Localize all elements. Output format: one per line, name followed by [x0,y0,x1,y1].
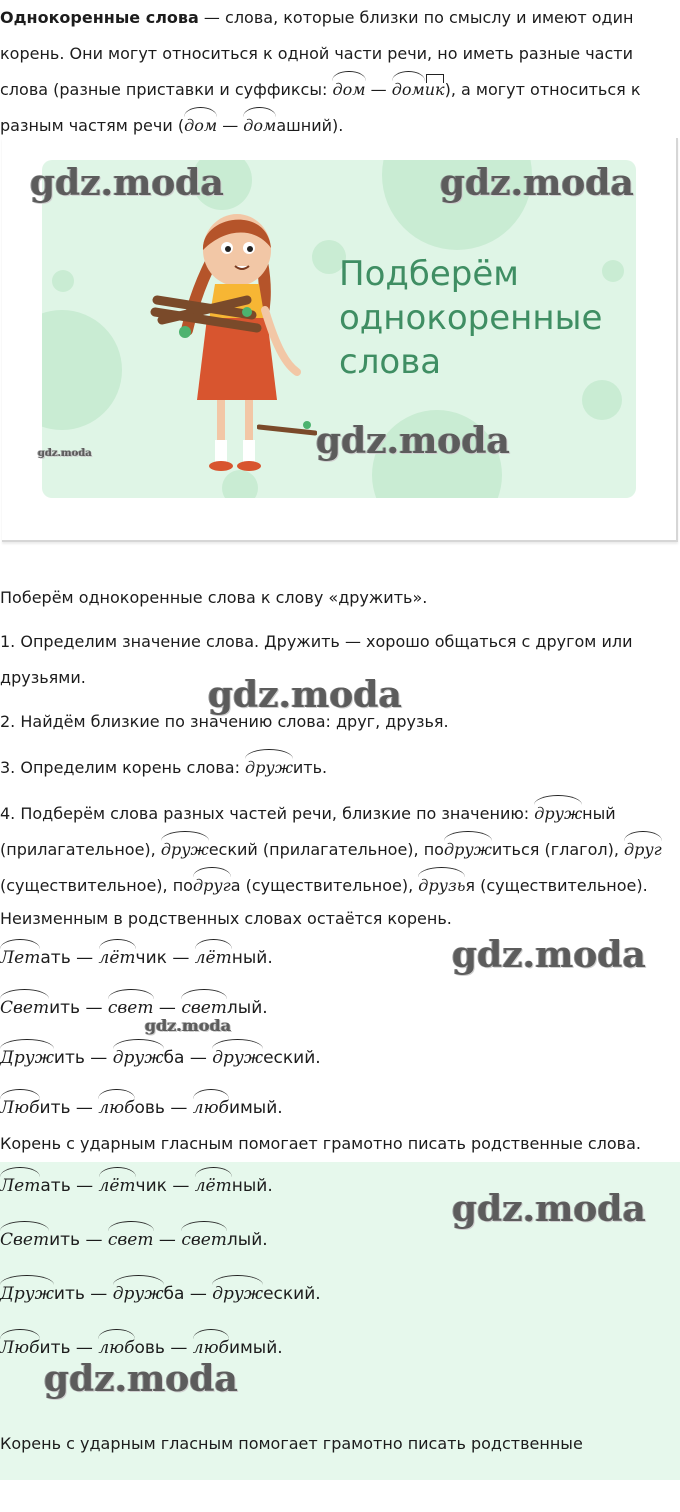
girl-illustration [137,200,337,498]
word-root: друж [534,796,582,832]
word-root: свет [181,990,227,1026]
decor-circle [582,380,622,420]
word-root: люб [98,1090,134,1126]
decor-circle [52,270,74,292]
word-root: лёт [99,940,136,976]
word-root: Свет [0,990,49,1026]
word-root: друж [161,832,209,868]
word-root: друзь [418,868,465,904]
word-root: лёт [99,1168,136,1204]
word-root: люб [193,1090,229,1126]
word-root: люб [193,1330,229,1366]
banner-title: Подберём однокоренные слова [339,254,603,382]
step-4: 4. Подберём слова разных частей речи, близкие по значению: дружный (прилагательное), дружеский (прилагательное), подружиться (глагол), друг (существительное), подруга (существительное), друзья (существительное). [0,796,672,904]
watermark: gdz.moda [452,1188,646,1230]
word-root: Лет [0,940,40,976]
word-root: свет [181,1222,227,1258]
conclusion: Неизменным в родственных словах остаётся корень. [0,909,452,928]
term-heading: Однокоренные слова [0,8,199,27]
decor-circle [42,310,122,430]
example-root: дом [332,72,365,108]
word-root: люб [98,1330,134,1366]
word-row: Летать — лётчик — лётный. [0,940,273,976]
word-root: друг [624,832,662,868]
word-row: Летать — лётчик — лётный. [0,1168,273,1204]
word-root: Люб [0,1090,40,1126]
step-2: 2. Найдём близкие по значению слова: друг, друзья. [0,712,449,731]
example-suffix: ик [425,72,445,108]
watermark: gdz.moda [44,1358,238,1400]
intro-paragraph: Однокоренные слова — слова, которые близки по смыслу и имеют один корень. Они могут относиться к одной части речи, но иметь разные части слова (разные приставки и суффиксы: дом — домик), а могут относиться к разным частям речи (дом — домашний). [0,0,672,144]
word-root: друг [193,868,231,904]
stick-illustration [257,415,317,445]
word-root: лёт [195,940,232,976]
rule-text-cut: Корень с ударным гласным помогает грамотно писать родственные [0,1434,583,1453]
example-root: дом [184,108,217,144]
word-root: свет [108,990,154,1026]
word-root: друж [245,750,293,786]
word-row: Дружить — дружба — дружеский. [0,1276,321,1312]
word-root: друж [212,1276,263,1312]
rule-text: Корень с ударным гласным помогает грамотно писать родственные слова. [0,1134,641,1153]
word-root: друж [212,1040,263,1076]
word-root: Люб [0,1330,40,1366]
word-root: свет [108,1222,154,1258]
word-root: лёт [195,1168,232,1204]
step-1: 1. Определим значение слова. Дружить — хорошо общаться с другом или друзьями. [0,632,633,687]
word-root: друж [444,832,492,868]
word-row: Дружить — дружба — дружеский. [0,1040,321,1076]
word-root: Друж [0,1276,54,1312]
watermark: gdz.moda [145,1016,232,1035]
watermark: gdz.moda [208,674,402,716]
step-3: 3. Определим корень слова: дружить. [0,750,672,786]
watermark: gdz.moda [38,448,92,459]
word-root: Свет [0,1222,49,1258]
watermark: gdz.moda [30,162,224,204]
example-root: дом [243,108,276,144]
word-row: Любить — любовь — любимый. [0,1090,283,1126]
word-root: друж [113,1276,164,1312]
word-root: Друж [0,1040,54,1076]
word-root: друж [113,1040,164,1076]
watermark: gdz.moda [440,162,634,204]
word-row: Светить — свет — светлый. [0,1222,268,1258]
word-row: Светить — свет — светлый. [0,990,268,1026]
example-root: дом [392,72,425,108]
task-intro: Поберём однокоренные слова к слову «дружить». [0,588,428,607]
watermark: gdz.moda [316,420,510,462]
word-root: Лет [0,1168,40,1204]
word-row: Любить — любовь — любимый. [0,1330,283,1366]
watermark: gdz.moda [452,934,646,976]
